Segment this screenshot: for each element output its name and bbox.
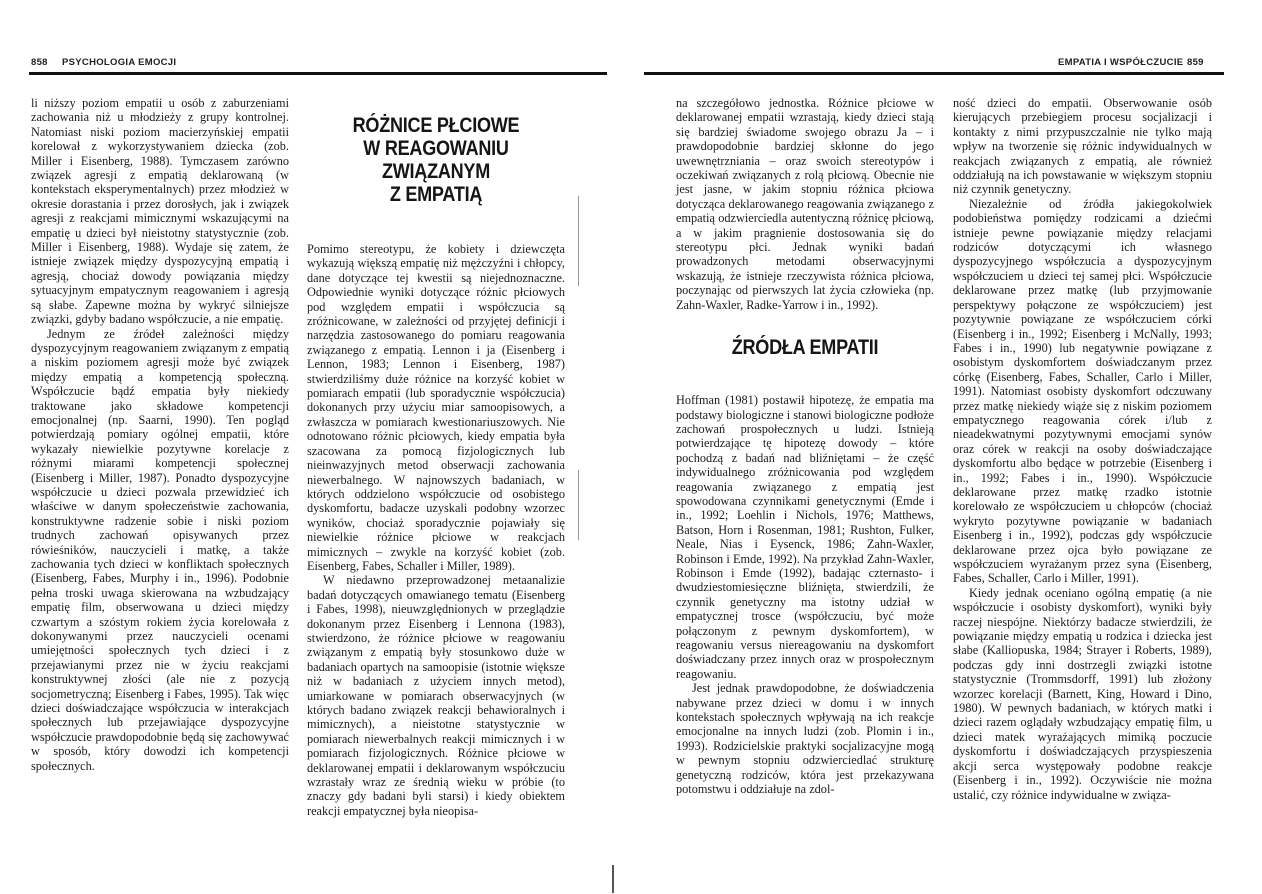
left-column-1 [31, 96, 289, 773]
right-page [632, 0, 1262, 894]
right-column-1 [676, 96, 934, 796]
paragraph: Jest jednak prawdopodobne, że doświadczenia nabywane przez dzieci w domu i w innych kontekstach społecznych wpływają na ich reakcje emocjonalne na innych ludzi (zob. Plomin i in., 1993). Rodzicielskie praktyki socjalizacyjne mogą w pewnym stopniu odzwierciedlać strukturę genetyczną rodziców, która jest przekazywana potomstwu i oddziałuje na zdol- [676, 681, 934, 797]
section-heading-sources-of-empathy: ŹRÓDŁA EMPATII [731, 336, 879, 360]
running-title-right: EMPATIA I WSPÓŁCZUCIE [1058, 57, 1184, 68]
paragraph: Hoffman (1981) postawił hipotezę, że empatia ma podstawy biologiczne i stanowi biologiczne podłoże zachowań prospołecznych u ludzi. Istnieją potwierdzające tę hipotezę dowody – które pochodzą z badań nad bliźniętami – że część indywidualnego zróżnicowania pod względem reagowania związanego z empatią jest spowodowana czynnikami genetycznymi (Emde i in., 1992; Loehlin i Nichols, 1976; Matthews, Batson, Horn i Rosenman, 1981; Rushton, Fulker, Neale, Nias i Eysenck, 1986; Zahn-Waxler, Robinson i Emde, 1992). Na przykład Zahn-Waxler, Robinson i Emde (1992), badając czternasto- i dwudziestomiesięczne bliźnięta, stwierdzili, że czynnik genetyczny ma istotny udział w empatycznej trosce (współczuciu, być może połączonym z pewnym dyskomfortem), w reagowaniu versus niereagowaniu na dyskomfort doświadczany przez innych oraz w prospołecznym reagowaniu. [676, 393, 934, 681]
paragraph: W niedawno przeprowadzonej metaanalizie badań dotyczących omawianego tematu (Eisenberg i Fabes, 1998), nieuwzględnionych w przeglądzie dokonanym przez Eisenberg i Lennona (1983), stwierdzono, że różnice płciowe w reagowaniu związanym z empatią były stosunkowo duże w badaniach opartych na samoopisie (istotnie większe niż w badaniach z użyciem innych metod), umiarkowane w pomiarach obserwacyjnych (w których badano związek reakcji behawioralnych i mimicznych), a nieistotne statystycznie w pomiarach niewerbalnych reakcji mimicznych i w pomiarach fizjologicznych. Różnice płciowe w deklarowanej empatii i deklarowanym współczuciu wzrastały wraz ze średnią wieku w próbie (to znaczy gdy badani byli starsi) i kiedy obiektem reakcji empatycznej była nieopisa- [307, 573, 565, 818]
left-page [0, 0, 620, 894]
paragraph: Niezależnie od źródła jakiegokolwiek podobieństwa pomiędzy rodzicami a dziećmi istnieje pewne powiązanie między relacjami rodziców dotyczącymi ich własnego dyspozycyjnego współczucia a dyspozycyjnym współczuciem u dzieci tej samej płci. Współczucie deklarowane przez matkę (lub przyjmowanie perspektywy połączone ze współczuciem) jest pozytywnie powiązane ze współczuciem córki (Eisenberg i in., 1992; Eisenberg i McNally, 1993; Fabes i in., 1990) lub negatywnie powiązane z osobistym dyskomfortem doświadczanym przez córkę (Eisenberg, Fabes, Schaller, Carlo i Miller, 1991). Natomiast osobisty dyskomfort odczuwany przez matkę niekiedy wiąże się z niskim poziomem empatycznego reagowania córek i/lub z nieadekwatnymi pozytywnymi emocjami synów oraz córek w reakcji na osoby doświadczające dyskomfortu albo będące w potrzebie (Eisenberg i in., 1992; Fabes i in., 1990). Współczucie deklarowane przez matkę rzadko istotnie korelowało ze współczuciem u chłopców (chociaż wykryto pozytywne powiązanie w badaniach Eisenberg i in., 1992), podczas gdy współczucie deklarowane przez ojca było powiązane ze współczuciem wyrażanym przez syna (Eisenberg, Fabes, Schaller, Carlo i Miller, 1991). [953, 196, 1212, 586]
paragraph: Kiedy jednak oceniano ogólną empatię (a nie współczucie i osobisty dyskomfort), wyniki były raczej niespójne. Niektórzy badacze stwierdzili, że powiązanie między empatią u rodzica i dziecka jest słabe (Kalliopuska, 1984; Strayer i Roberts, 1989), podczas gdy inni dostrzegli związki istotne statystycznie (Trommsdorff, 1991) lub złożony wzorzec korelacji (Barnett, King, Howard i Dino, 1980). W pewnych badaniach, w których matki i dzieci razem oglądały wzbudzający empatię film, u dzieci matek wyrażających mimiką poczucie dyskomfortu i doświadczających przyspieszenia akcji serca występowały podobne reakcje (Eisenberg i in., 1992). Oczywiście nie można ustalić, czy różnice indywidualne w związa- [953, 585, 1212, 802]
header-rule-right [644, 72, 1224, 75]
scan-mark [578, 196, 579, 286]
paragraph: Pomimo stereotypu, że kobiety i dziewczęta wykazują większą empatię niż mężczyźni i chłopcy, dane dotyczące tej kwestii są niejednoznaczne. Odpowiednie wyniki dotyczące różnic płciowych pod względem empatii i współczucia są zróżnicowane, w zależności od przyjętej definicji i narzędzia zastosowanego do pomiaru reagowania związanego z empatią. Lennon i ja (Eisenberg i Lennon, 1983; Lennon i Eisenberg, 1987) stwierdziliśmy duże różnice na korzyść kobiet w pomiarach empatii (lub sporadycznie współczucia) dokonanych przy użyciu miar samoopisowych, a zwłaszcza w pomiarach kwestionariuszowych. Nie odnotowano różnic płciowych, kiedy empatia była szacowana za pomocą fizjologicznych lub nieinwazyjnych metod obserwacji zachowania niewerbalnego. W najnowszych badaniach, w których oddzielono współczucie od osobistego dyskomfortu, badacze uzyskali podobny wzorzec wyników, chociaż sporadycznie pojawiały się niewielkie różnice płciowe w reakcjach mimicznych – zwykle na korzyść kobiet (zob. Eisenberg, Fabes, Schaller i Miller, 1989). [307, 242, 565, 573]
paragraph: li niższy poziom empatii u osób z zaburzeniami zachowania niż u młodzieży z grupy kontrolnej. Natomiast niski poziom macierzyńskiej empatii korelował z wykorzystywaniem dziecka (zob. Miller i Eisenberg, 1988). Tymczasem zarówno związek agresji z empatią deklarowaną (w kontekstach eksperymentalnych) przez młodzież w okresie dorastania i przez dorosłych, jak i związek agresji z reakcjami mimicznymi wskazującymi na empatię u dzieci był nieistotny statystycznie (zob. Miller i Eisenberg, 1988). Wydaje się zatem, że istnieje związek między dyspozycyjną empatią i agresją, chociaż dowody powiązania między sytuacyjnym empatycznym reagowaniem i agresją są słabe. Zapewne można by wykryć silniejsze związki, gdyby badano współczucie, a nie empatię. [31, 96, 289, 327]
scan-mark [578, 470, 579, 540]
right-column-2 [953, 96, 1212, 802]
page-number-left: 858 [31, 57, 48, 68]
paragraph: na szczegółowo jednostka. Różnice płciowe w deklarowanej empatii wzrastają, kiedy dzieci stają się bardziej świadome swojego obrazu Ja – i prawdopodobnie bardziej skłonne do jego uwewnętrzniania – oraz swoich stereotypów i oczekiwań związanych z rolą płciową. Obecnie nie jest jasne, w jakim stopniu różnica płciowa dotycząca deklarowanego reagowania związanego z empatią odzwierciedla autentyczną różnicę płciową, a w jakim pragnienie dostosowania się do stereotypu płci. Jednak wyniki badań prowadzonych metodami obserwacyjnymi wskazują, że istnieje rzeczywista różnica płciowa, poczynając od pierwszych lat życia człowieka (np. Zahn-Waxler, Radke-Yarrow i in., 1992). [676, 96, 934, 312]
paragraph: ność dzieci do empatii. Obserwowanie osób kierujących przebiegiem procesu socjalizacji i kontakty z nimi przypuszczalnie nie tylko mają wpływ na tworzenie się różnic indywidualnych w reakcjach związanych z empatią, ale również oddziałują na ich powstawanie w większym stopniu niż czynnik genetyczny. [953, 96, 1212, 197]
header-rule-left [29, 72, 607, 75]
section-heading-gender-differences: RÓŻNICE PŁCIOWE W REAGOWANIU ZWIĄZANYM Z EMPATIĄ [352, 114, 520, 206]
running-title-left: PSYCHOLOGIA EMOCJI [62, 57, 177, 68]
page-number-right: 859 [1187, 57, 1204, 68]
paragraph: Jednym ze źródeł zależności między dyspozycyjnym reagowaniem związanym z empatią a niskim poziomem agresji może być związek między empatią a kompetencją społeczną. Współczucie bądź empatia były niekiedy traktowane jako składowe kompetencji emocjonalnej (np. Saarni, 1990). Ten pogląd potwierdzają pomiary ogólnej empatii, które wykazały niewielkie pozytywne korelacje z różnymi miarami kompetencji społecznej (Eisenberg i Miller, 1987). Ponadto dyspozycyjne współczucie u dzieci pozwala przewidzieć ich właściwe w danym społeczeństwie zachowania, konstruktywne radzenie sobie i niski poziom trudnych zachowań opisywanych przez rówieśników, nauczycieli i matkę, a także zachowania tych dzieci w konfliktach społecznych (Eisenberg, Fabes, Murphy i in., 1996). Podobnie pełna troski uwaga skierowana na wzbudzający empatię film, obserwowana u dzieci między czwartym a szóstym rokiem życia korelowała z dokonywanymi przez nauczycieli ocenami umiejętności społecznych tych dzieci i z przejawianymi przez nie w życiu reakcjami konstruktywnej złości (ale nie z pozycją socjometryczną; Eisenberg i Fabes, 1995). Tak więc dzieci doświadczające współczucia w interakcjach społecznych lub przejawiające dyspozycyjne współczucie prawdopodobnie będą się zachowywać w sposób, który dowodzi ich kompetencji społecznych. [31, 326, 289, 773]
left-column-2 [307, 96, 565, 818]
gutter-mark [612, 865, 614, 893]
